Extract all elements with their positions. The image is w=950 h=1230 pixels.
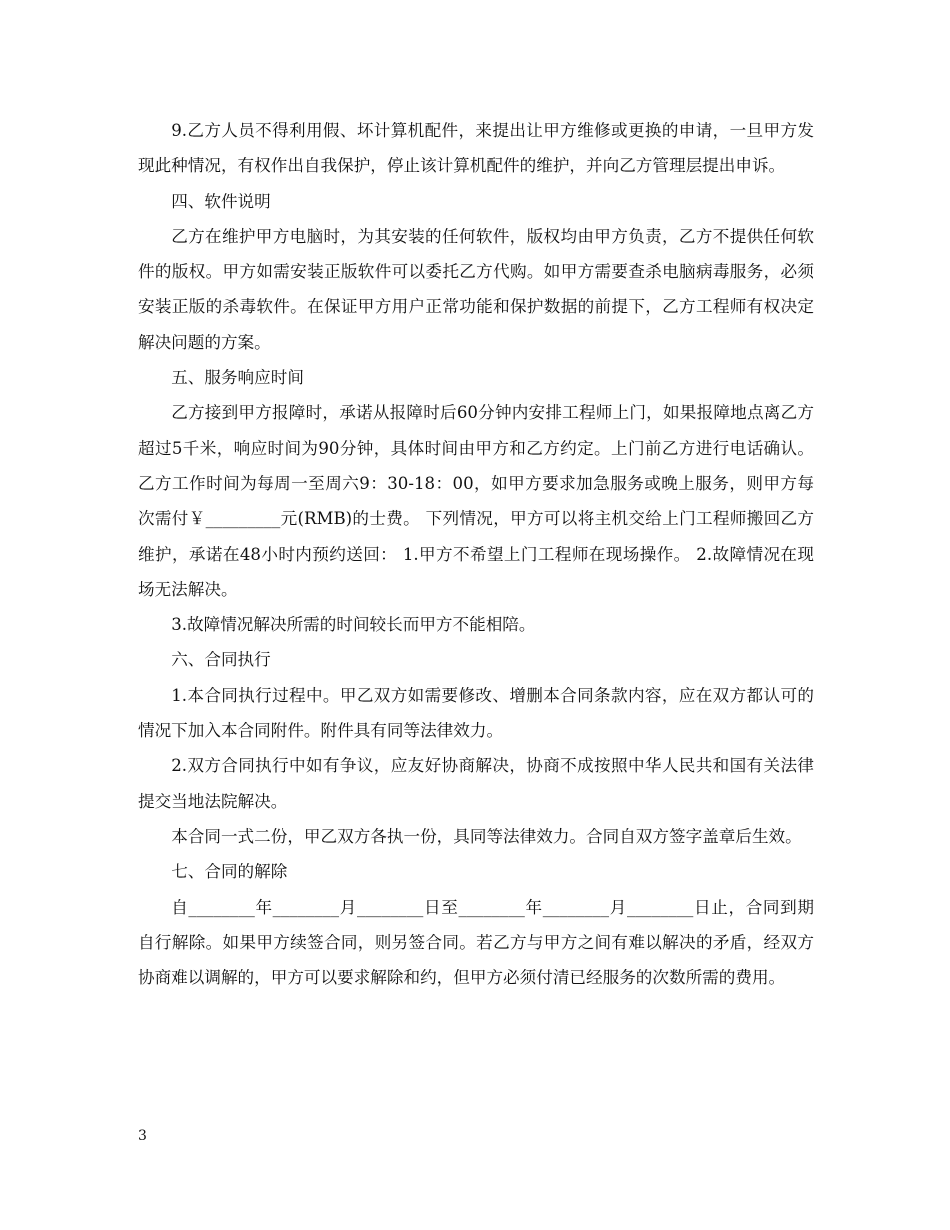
response-time-item-3: 3.故障情况解决所需的时间较长而甲方不能相陪。 [171, 615, 536, 635]
section-heading-response-time: 五、服务响应时间 [171, 368, 304, 388]
software-paragraph: 乙方在维护甲方电脑时，为其安装的任何软件，版权均由甲方负责，乙方不提供任何软件的版权。甲方如需安装正版软件可以委托乙方代购。如甲方需要查杀电脑病毒服务，必须安装正版的杀毒软件。在保证甲方用户正常功能和保护数据的前提下，乙方工程师有权决定解决问题的方案。 [138, 226, 814, 352]
section-heading-execution: 六、合同执行 [171, 650, 271, 670]
execution-item-2: 2.双方合同执行中如有争议，应友好协商解决，协商不成按照中华人民共和国有关法律提交当地法院解决。 [138, 756, 814, 811]
termination-paragraph: 自________年________月________日至________年________月________日止，合同到期自行解除。如果甲方续签合同，则另签合同。若乙方与甲方之间有难以解决的矛盾，经双方协商难以调解的，甲方可以要求解除和约，但甲方必须付清已经服务的次数所需的费用。 [138, 897, 814, 988]
clause-9-paragraph: 9.乙方人员不得利用假、坏计算机配件，来提出让甲方维修或更换的申请，一旦甲方发现此种情况，有权作出自我保护，停止该计算机配件的维护，并向乙方管理层提出申诉。 [138, 121, 814, 176]
response-time-paragraph: 乙方接到甲方报障时，承诺从报障时后60分钟内安排工程师上门，如果报障地点离乙方超过5千米，响应时间为90分钟，具体时间由甲方和乙方约定。上门前乙方进行电话确认。乙方工作时间为每周一至周六9：30-18：00，如甲方要求加急服务或晚上服务，则甲方每次需付￥_________元(RMB)的士费。 下列情况，甲方可以将主机交给上门工程师搬回乙方维护，承诺在48小时内预约送回： 1.甲方不希望上门工程师在现场操作。 2.故障情况在现场无法解决。 [138, 403, 814, 599]
page-number: 3 [138, 1128, 147, 1144]
section-heading-software: 四、软件说明 [171, 191, 271, 211]
execution-item-1: 1.本合同执行过程中。甲乙双方如需要修改、增删本合同条款内容，应在双方都认可的情况下加入本合同附件。附件具有同等法律效力。 [138, 685, 814, 741]
execution-copies-paragraph: 本合同一式二份，甲乙双方各执一份，具同等法律效力。合同自双方签字盖章后生效。 [171, 826, 802, 846]
section-heading-termination: 七、合同的解除 [171, 862, 288, 882]
document-body [138, 113, 814, 995]
